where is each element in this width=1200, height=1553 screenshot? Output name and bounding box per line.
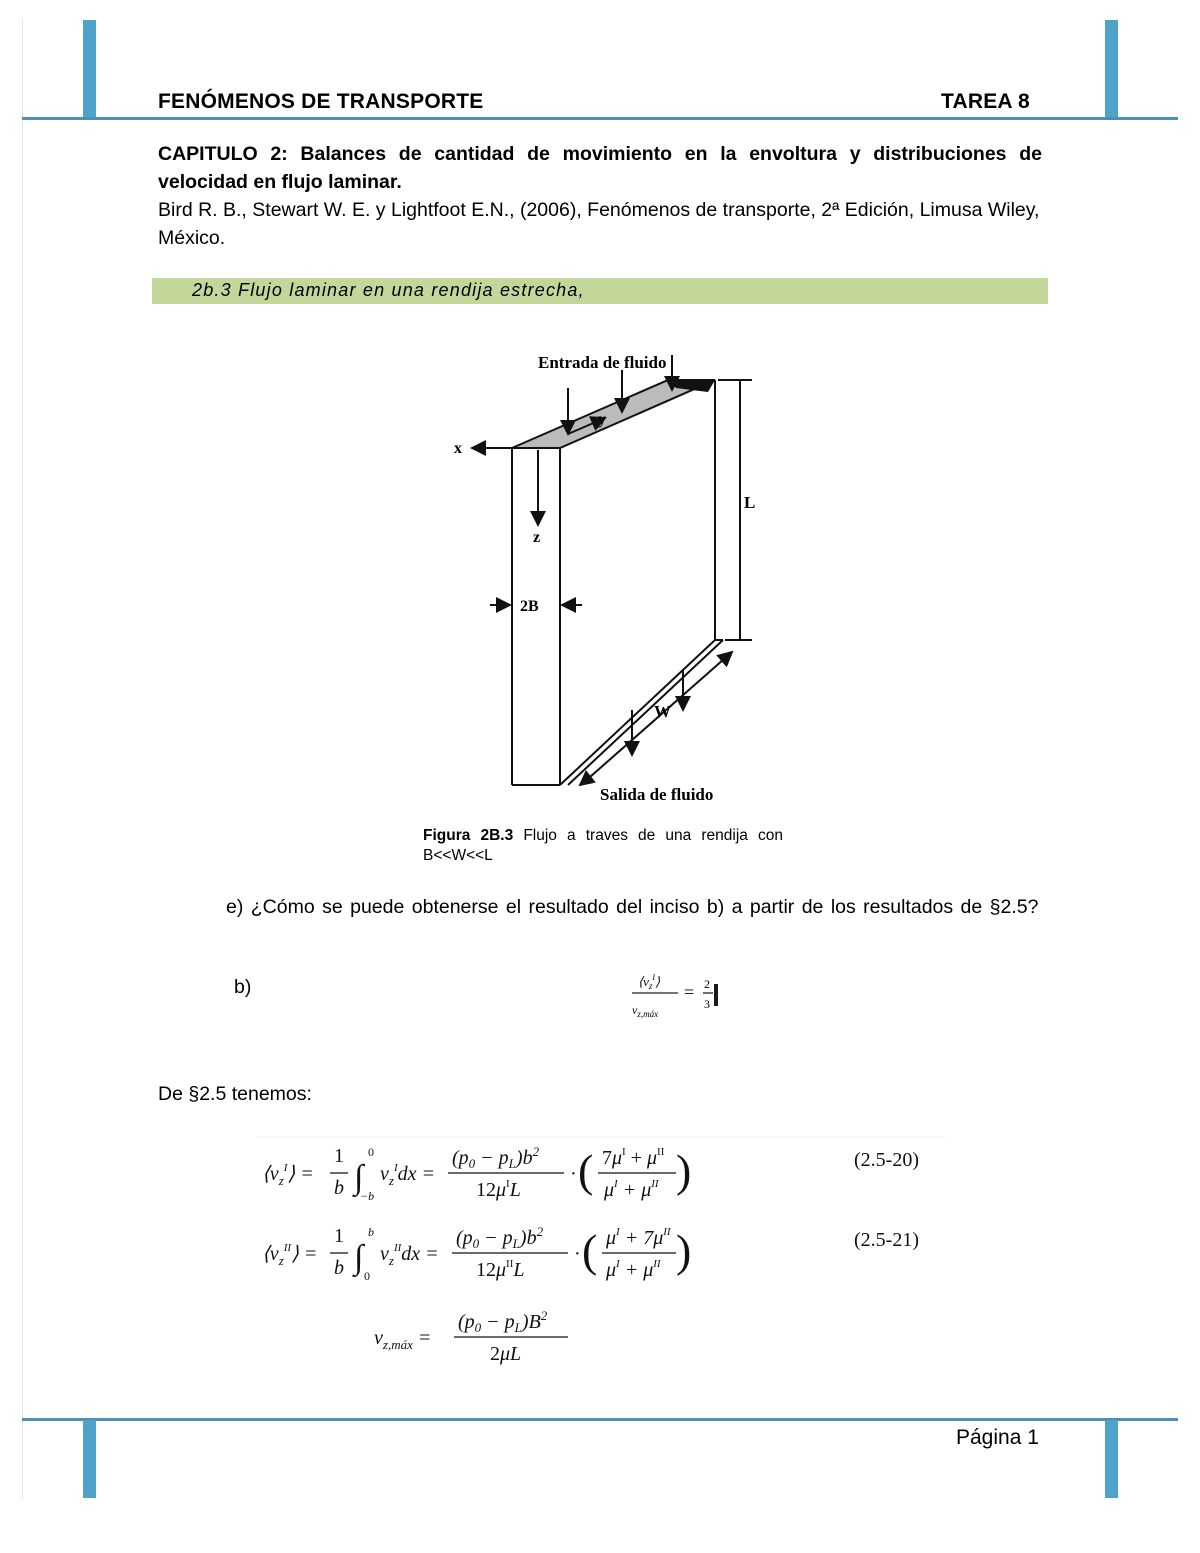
svg-text:vzIIdx =: $v_z^{II}dx$ = <box>380 1242 439 1268</box>
svg-text:vz,máx: $v_{z,máx}$ <box>632 1003 659 1019</box>
svg-text:1: 1 <box>334 1145 344 1167</box>
svg-text:μI + μII: $\mu^I + \mu^{II}$ <box>606 1258 661 1281</box>
svg-text:0: 0 <box>368 1145 374 1159</box>
equation-2-5-21 <box>262 1224 919 1283</box>
svg-text:vzIdx =: $v_z^Idx$ = <box>380 1162 435 1188</box>
slit-top-face <box>512 380 715 448</box>
equation-vz-max <box>374 1308 568 1365</box>
section-intro: De §2.5 tenemos: <box>158 1083 312 1105</box>
svg-text:∫: ∫ <box>354 1159 364 1196</box>
svg-text:·: · <box>570 1163 577 1185</box>
inlet-label: Entrada de fluido <box>538 353 667 372</box>
outlet-label: Salida de fluido <box>600 785 714 804</box>
equation-tag-2-5-20: (2.5-20) <box>854 1149 919 1171</box>
svg-text:b: b <box>334 1177 344 1199</box>
svg-text:b: b <box>334 1257 344 1279</box>
slit-figure <box>440 330 770 815</box>
top-left-accent-bar <box>83 20 96 118</box>
part-b-equation <box>626 968 726 1024</box>
header-rule <box>22 117 1178 120</box>
svg-text:12μIIL: $12\mu^{II}L$ <box>476 1258 525 1281</box>
svg-text:(p0 − pL)b2: $(p_0 - p_L)b^2$ <box>456 1224 544 1251</box>
page-left-border <box>22 18 23 1498</box>
question-e: e) ¿Cómo se puede obtenerse el resultado del inciso b) a partir de los resultados de §2.5? <box>226 896 1039 918</box>
svg-text:(p0 − pL)b2: $(p_0 - p_L)b^2$ <box>452 1144 540 1171</box>
svg-text:∫: ∫ <box>354 1239 364 1276</box>
svg-text:=: = <box>684 982 695 1002</box>
svg-text:μI + 7μII: $\mu^I + 7\mu^{II}$ <box>606 1226 671 1249</box>
section-band <box>152 278 1048 304</box>
svg-text:⟨vzII⟩ =: $⟨v_z^{II}⟩$ = <box>262 1242 318 1268</box>
z-label: z <box>533 529 541 546</box>
svg-text:vz,máx =: $v_{z,máx}$ = <box>374 1327 432 1352</box>
equations-block <box>256 1136 946 1376</box>
chapter-heading <box>158 140 1042 196</box>
figure-caption <box>423 826 783 866</box>
svg-text:7μI + μII: $7\mu^I + \mu^{II}$ <box>602 1146 665 1169</box>
W-label: W <box>654 702 671 721</box>
chapter-title: CAPITULO 2: Balances de cantidad de movimiento en la envoltura y distribuciones de velocidad en flujo laminar. <box>158 143 1042 193</box>
svg-text:1: 1 <box>334 1225 344 1247</box>
svg-text:12μIL: $12\mu^IL$ <box>476 1178 521 1201</box>
footer-rule <box>22 1418 1178 1421</box>
section-title: 2b.3 Flujo laminar en una rendija estrecha, <box>192 280 585 300</box>
svg-text:0: 0 <box>364 1269 370 1283</box>
figure-caption-text: Flujo a traves de una rendija con B<<W<<L <box>423 827 783 864</box>
svg-text:2: 2 <box>704 977 710 991</box>
bottom-right-accent-bar <box>1105 1420 1118 1498</box>
page-number: Página 1 <box>956 1426 1039 1449</box>
svg-text:): ) <box>676 1145 692 1196</box>
svg-text:·: · <box>574 1243 581 1265</box>
gap-label: 2B <box>520 598 539 615</box>
part-b-label: b) <box>234 976 252 998</box>
equation-tag-2-5-21: (2.5-21) <box>854 1229 919 1251</box>
svg-text:2μL: 2μL <box>490 1343 522 1365</box>
equation-2-5-20 <box>262 1144 919 1203</box>
bottom-left-accent-bar <box>83 1420 96 1498</box>
header-title: FENÓMENOS DE TRANSPORTE <box>158 90 484 113</box>
svg-text:(: ( <box>578 1145 594 1196</box>
svg-text:μI + μII: $\mu^I + \mu^{II}$ <box>604 1178 659 1201</box>
figure-caption-number: Figura 2B.3 <box>423 827 514 844</box>
y-label: y <box>598 411 606 428</box>
L-label: L <box>744 493 756 512</box>
svg-text:b: b <box>368 1225 374 1239</box>
top-right-accent-bar <box>1105 20 1118 118</box>
svg-text:⟨vzI⟩ =: $⟨v_z^I⟩$ = <box>262 1162 314 1188</box>
svg-text:): ) <box>676 1225 692 1276</box>
svg-text:(: ( <box>582 1225 598 1276</box>
svg-text:3: 3 <box>704 997 710 1011</box>
x-label: x <box>454 440 462 457</box>
header-task: TAREA 8 <box>941 90 1030 113</box>
svg-text:⟨vzI⟩: $⟨v_z^I⟩$ <box>638 973 661 991</box>
svg-text:−b: −b <box>360 1189 375 1203</box>
chapter-reference: Bird R. B., Stewart W. E. y Lightfoot E.N., (2006), Fenómenos de transporte, 2ª Edición, Limusa Wiley, México. <box>158 199 1040 249</box>
svg-text:(p0 − pL)B2: $(p_0 - p_L)B^2$ <box>458 1308 548 1335</box>
